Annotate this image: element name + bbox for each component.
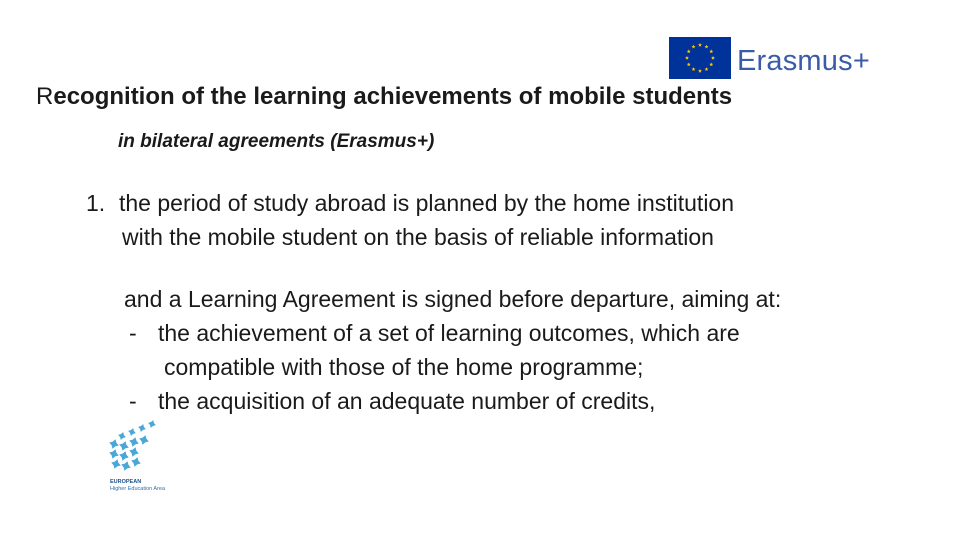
ehea-stars-icon xyxy=(108,418,180,478)
bullet-marker-1: - xyxy=(129,320,137,346)
title-first-letter: R xyxy=(36,83,54,110)
ehea-star xyxy=(109,439,119,449)
ehea-logo-line-2: Higher Education Area xyxy=(110,486,166,492)
ehea-logo-line-1: EUROPEAN xyxy=(110,479,142,485)
ehea-star xyxy=(119,451,129,461)
eu-flag-icon xyxy=(669,37,731,79)
slide-title xyxy=(36,82,916,112)
slide-subtitle: in bilateral agreements (Erasmus+) xyxy=(118,131,435,152)
list-number: 1. xyxy=(86,190,106,216)
ehea-star xyxy=(129,437,139,447)
agreement-intro: and a Learning Agreement is signed before departure, aiming at: xyxy=(124,286,782,312)
ehea-star xyxy=(119,441,129,451)
ehea-logo xyxy=(108,418,180,494)
bullet-2-line-1: the acquisition of an adequate number of credits, xyxy=(158,388,656,414)
erasmus-wordmark: Erasmus+ xyxy=(737,45,870,77)
ehea-star xyxy=(148,420,156,428)
ehea-star xyxy=(131,457,141,467)
bullet-1-line-2: compatible with those of the home programme; xyxy=(164,354,644,380)
ehea-star xyxy=(129,447,139,457)
list-item-line-2: with the mobile student on the basis of reliable information xyxy=(122,224,714,250)
erasmus-plus-logo xyxy=(669,37,869,81)
bullet-1-line-1: the achievement of a set of learning outcomes, which are xyxy=(158,320,740,346)
ehea-star xyxy=(111,459,121,469)
ehea-star xyxy=(138,424,146,432)
ehea-star xyxy=(139,435,149,445)
title-text: ecognition of the learning achievements of mobile students xyxy=(53,83,733,110)
list-item-line-1: the period of study abroad is planned by the home institution xyxy=(119,190,735,216)
ehea-star xyxy=(121,461,131,471)
ehea-star xyxy=(128,428,136,436)
ehea-star xyxy=(118,432,126,440)
bullet-marker-2: - xyxy=(129,388,137,414)
ehea-star xyxy=(109,449,119,459)
